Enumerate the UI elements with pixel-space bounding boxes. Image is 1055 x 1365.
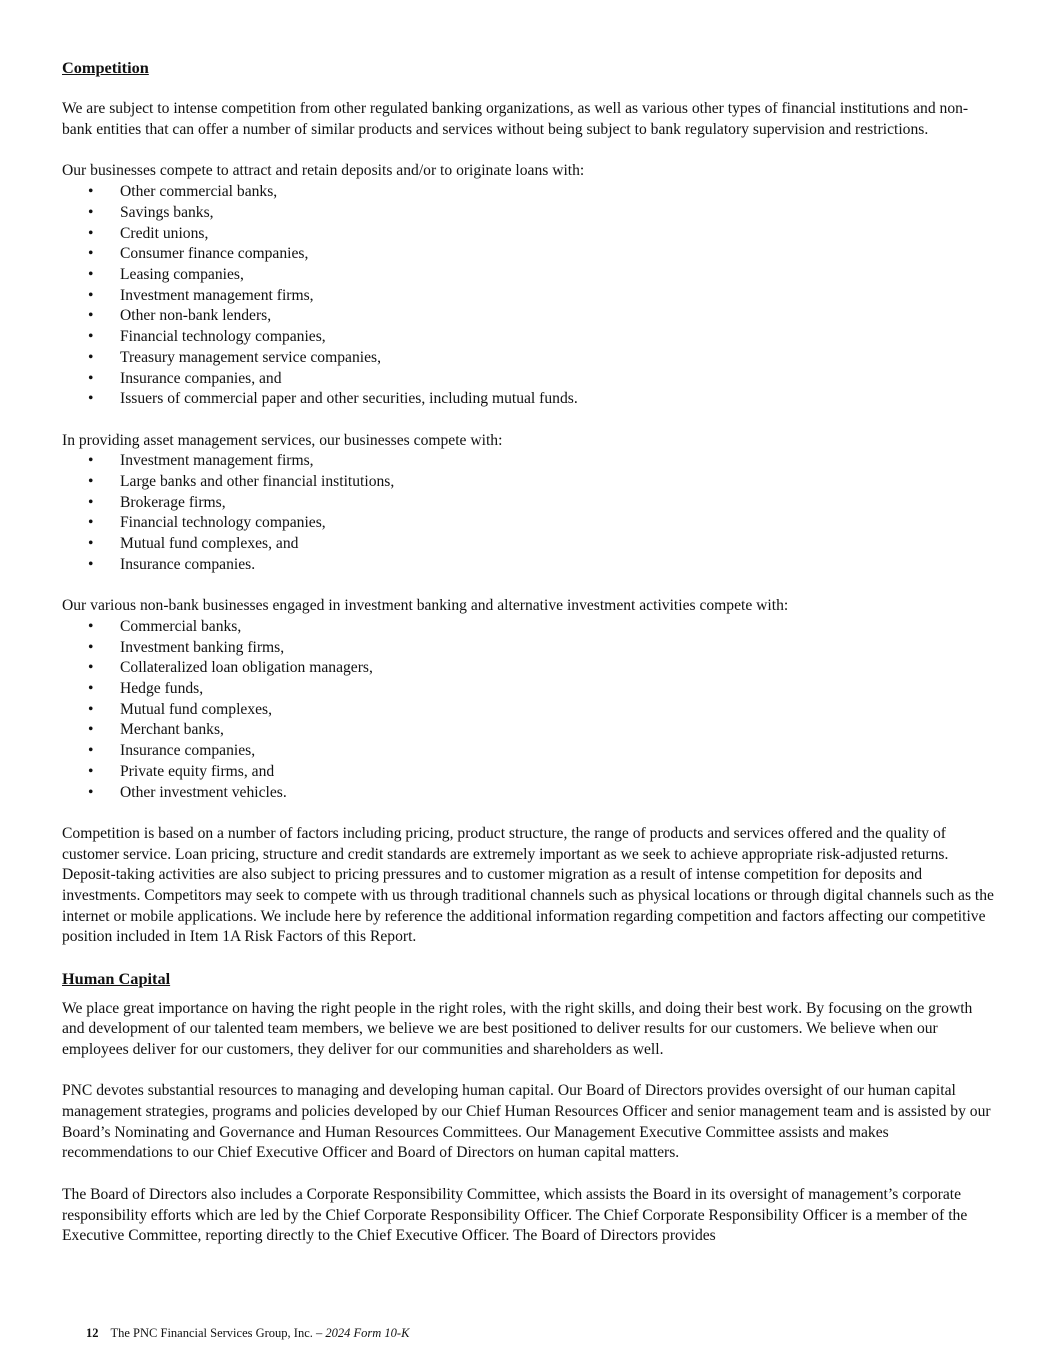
bullet-icon: • [88, 369, 94, 387]
list-item [62, 389, 998, 410]
bullet-icon: • [88, 328, 94, 346]
human-capital-paragraph-2: PNC devotes substantial resources to managing and developing human capital. Our Board of Directors provides oversight of our human capital management strategies, programs and policies developed by our Chief Human Resources Officer and senior management team and is assisted by our Board’s Nominating and Governance and Human Resources Committees. Our Management Executive Committee assists and makes recommendations to our Chief Executive Officer and Board of Directors on human capital matters. [62, 1082, 991, 1162]
list-item [62, 617, 998, 638]
list-item [62, 348, 998, 369]
list-item [62, 203, 998, 224]
list-item-text: Issuers of commercial paper and other securities, including mutual funds. [120, 390, 578, 408]
list-item [62, 327, 998, 348]
list-item [62, 762, 998, 783]
bullet-icon: • [88, 700, 94, 718]
bullet-icon: • [88, 452, 94, 470]
deposits-competitor-list [62, 182, 998, 410]
list-item [62, 513, 998, 534]
list-item-text: Other non-bank lenders, [120, 307, 272, 325]
list-item-text: Investment management firms, [120, 452, 314, 470]
list-item [62, 224, 998, 245]
asset-management-competitor-list [62, 451, 998, 575]
human-capital-paragraph-3: The Board of Directors also includes a Corporate Responsibility Committee, which assists the Board in its oversight of management’s corporate responsibility efforts which are led by the Chief Corporate Responsibility Officer. The Chief Corporate Responsibility Officer is a member of the Executive Committee, reporting directly to the Chief Executive Officer. The Board of Directors provides [62, 1185, 968, 1245]
bullet-icon: • [88, 286, 94, 304]
bullet-icon: • [88, 638, 94, 656]
competition-closing-paragraph: Competition is based on a number of factors including pricing, product structure, the range of products and services offered and the quality of customer service. Loan pricing, structure and credit standards are extremely important as we seek to achieve appropriate risk-adjusted returns. Deposit-taking activities are also subject to pricing pressures and to customer migration as a result of intense competition for deposits and investments. Competitors may seek to compete with us through traditional channels such as physical locations or through digital channels such as the internet or mobile applications. We include here by reference the additional information regarding competition and factors affecting our competitive position included in Item 1A Risk Factors of this Report. [62, 824, 994, 946]
list-item [62, 369, 998, 390]
list-item-text: Merchant banks, [120, 721, 224, 739]
list-item [62, 555, 998, 576]
list-item-text: Consumer finance companies, [120, 245, 309, 263]
bullet-icon: • [88, 535, 94, 553]
bullet-icon: • [88, 390, 94, 408]
bullet-icon: • [88, 617, 94, 635]
bullet-icon: • [88, 783, 94, 801]
list-item [62, 451, 998, 472]
list-item-text: Insurance companies. [120, 555, 256, 573]
bullet-icon: • [88, 245, 94, 263]
list-item-text: Private equity firms, and [120, 762, 275, 780]
bullet-icon: • [88, 762, 94, 780]
human-capital-paragraph-1: We place great importance on having the right people in the right roles, with the right skills, and doing their best work. By focusing on the growth and development of our talented team members, we believe we are best positioned to deliver results for our customers. We believe when our employees deliver for our customers, they deliver for our communities and shareholders as well. [62, 999, 973, 1058]
bullet-icon: • [88, 183, 94, 201]
list-item [62, 286, 998, 307]
list-item-text: Financial technology companies, [120, 328, 326, 346]
list-item [62, 720, 998, 741]
bullet-icon: • [88, 721, 94, 739]
list-item [62, 700, 998, 721]
list-item-text: Commercial banks, [120, 617, 242, 635]
list-item-text: Credit unions, [120, 224, 209, 242]
nonbank-competitor-list [62, 617, 998, 803]
list-item-text: Large banks and other financial institutions, [120, 473, 395, 491]
bullet-icon: • [88, 203, 94, 221]
document-page [62, 58, 998, 1247]
footer-company: The PNC Financial Services Group, Inc. – [110, 1326, 323, 1340]
list-item [62, 265, 998, 286]
bullet-icon: • [88, 680, 94, 698]
bullet-icon: • [88, 493, 94, 511]
list-item-text: Treasury management service companies, [120, 348, 381, 366]
bullet-icon: • [88, 659, 94, 677]
footer-form: 2024 Form 10-K [325, 1326, 410, 1340]
list-item [62, 472, 998, 493]
list-item-text: Savings banks, [120, 203, 214, 221]
list-item-text: Financial technology companies, [120, 514, 326, 532]
list-item-text: Insurance companies, [120, 742, 256, 760]
list-item [62, 182, 998, 203]
list-item-text: Mutual fund complexes, and [120, 535, 299, 553]
list-item-text: Brokerage firms, [120, 493, 226, 511]
list-item-text: Leasing companies, [120, 266, 244, 283]
list-item [62, 638, 998, 659]
nonbank-lead: Our various non-bank businesses engaged in investment banking and alternative investment activities compete with: [62, 597, 789, 615]
page-number: 12 [86, 1326, 99, 1340]
list-item [62, 493, 998, 514]
human-capital-heading: Human Capital [62, 968, 171, 988]
list-item-text: Hedge funds, [120, 680, 204, 698]
list-item [62, 534, 998, 555]
list-item-text: Investment management firms, [120, 286, 314, 304]
list-item [62, 783, 998, 804]
asset-management-lead: In providing asset management services, our businesses compete with: [62, 431, 503, 449]
bullet-icon: • [88, 224, 94, 242]
bullet-icon: • [88, 473, 94, 491]
list-item-text: Collateralized loan obligation managers, [120, 659, 373, 677]
bullet-icon: • [88, 266, 94, 283]
competition-heading: Competition [62, 58, 149, 77]
list-item-text: Mutual fund complexes, [120, 700, 273, 718]
list-item [62, 658, 998, 679]
list-item-text: Insurance companies, and [120, 369, 282, 387]
list-item [62, 244, 998, 265]
bullet-icon: • [88, 555, 94, 573]
bullet-icon: • [88, 348, 94, 366]
deposits-lead: Our businesses compete to attract and retain deposits and/or to originate loans with: [62, 162, 585, 180]
list-item [62, 741, 998, 762]
list-item-text: Other commercial banks, [120, 183, 278, 201]
list-item-text: Other investment vehicles. [120, 783, 287, 801]
list-item-text: Investment banking firms, [120, 638, 285, 656]
page-footer [86, 1326, 409, 1341]
bullet-icon: • [88, 742, 94, 760]
list-item [62, 679, 998, 700]
competition-intro: We are subject to intense competition from other regulated banking organizations, as well as various other types of financial institutions and non-bank entities that can offer a number of similar products and services without being subject to bank regulatory supervision and restrictions. [62, 100, 969, 139]
bullet-icon: • [88, 514, 94, 532]
list-item [62, 306, 998, 327]
bullet-icon: • [88, 307, 94, 325]
